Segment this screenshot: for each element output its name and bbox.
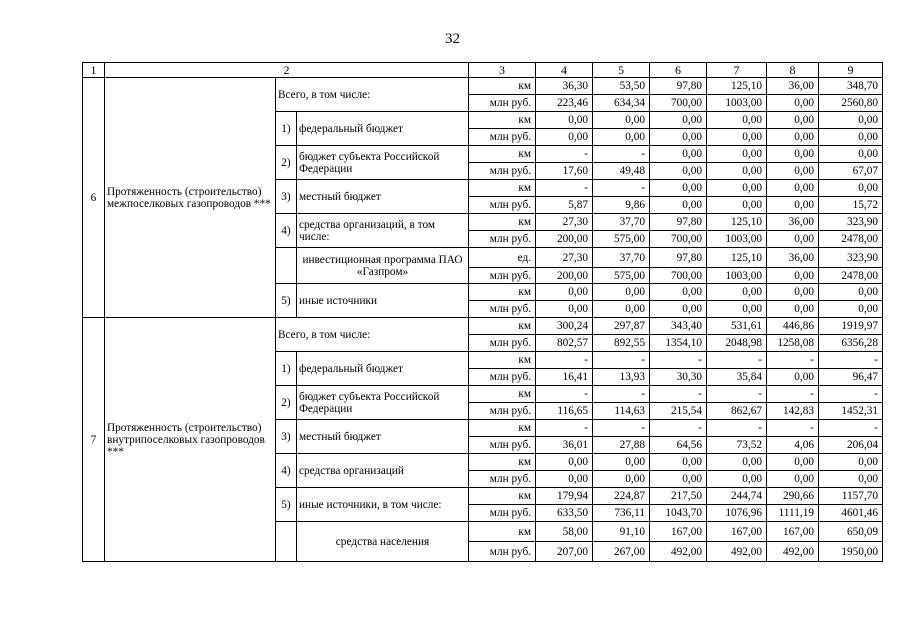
value-cell: 0,00 [767, 454, 819, 471]
value-cell: 0,00 [707, 454, 767, 471]
value-cell: 0,00 [819, 471, 883, 488]
column-header: 7 [707, 63, 767, 78]
value-cell: - [767, 420, 819, 437]
value-cell: - [536, 386, 593, 403]
value-cell: 0,00 [593, 112, 650, 129]
item-label: местный бюджет [297, 420, 469, 454]
value-cell: 0,00 [767, 231, 819, 248]
value-cell: 97,80 [650, 214, 707, 231]
value-cell: 36,00 [767, 214, 819, 231]
value-cell: 492,00 [767, 542, 819, 562]
value-cell: 0,00 [707, 471, 767, 488]
value-cell: 1003,00 [707, 95, 767, 112]
value-cell: 634,34 [593, 95, 650, 112]
item-label: бюджет субъекта Российской Федерации [297, 146, 469, 180]
value-cell: 6356,28 [819, 335, 883, 352]
value-cell: 267,00 [593, 542, 650, 562]
value-cell: 30,30 [650, 369, 707, 386]
value-cell: 0,00 [650, 197, 707, 214]
value-cell: 700,00 [650, 268, 707, 284]
value-cell: 0,00 [650, 163, 707, 180]
value-cell: 0,00 [819, 146, 883, 163]
value-cell: 0,00 [819, 129, 883, 146]
header-row [83, 63, 883, 78]
value-cell: 53,50 [593, 78, 650, 95]
value-cell: 0,00 [650, 146, 707, 163]
value-cell: 0,00 [767, 284, 819, 301]
item-label: федеральный бюджет [297, 112, 469, 146]
value-cell: 1258,08 [767, 335, 819, 352]
value-cell: 16,41 [536, 369, 593, 386]
value-cell: 0,00 [767, 197, 819, 214]
value-cell: 1950,00 [819, 542, 883, 562]
value-cell: 290,66 [767, 488, 819, 505]
value-cell: - [767, 352, 819, 369]
value-cell: 207,00 [536, 542, 593, 562]
value-cell: 0,00 [767, 163, 819, 180]
value-cell: - [536, 420, 593, 437]
value-cell: 2048,98 [707, 335, 767, 352]
value-cell: 167,00 [650, 522, 707, 542]
value-cell: 97,80 [650, 248, 707, 268]
value-cell: 0,00 [707, 129, 767, 146]
value-cell: 0,00 [650, 129, 707, 146]
empty-index-cell [276, 522, 297, 562]
total-label: Всего, в том числе: [276, 318, 469, 352]
value-cell: 736,11 [593, 505, 650, 522]
value-cell: 217,50 [650, 488, 707, 505]
value-cell: 0,00 [767, 112, 819, 129]
value-cell: 200,00 [536, 231, 593, 248]
column-header: 9 [819, 63, 883, 78]
value-cell: 802,57 [536, 335, 593, 352]
unit-cell: км [469, 488, 536, 505]
item-label: иные источники [297, 284, 469, 318]
value-cell: 0,00 [650, 454, 707, 471]
value-cell: 13,93 [593, 369, 650, 386]
value-cell: 0,00 [819, 454, 883, 471]
value-cell: 0,00 [767, 180, 819, 197]
value-cell: 167,00 [707, 522, 767, 542]
value-cell: 2560,80 [819, 95, 883, 112]
item-index: 5) [276, 488, 297, 522]
value-cell: - [819, 386, 883, 403]
value-cell: 142,83 [767, 403, 819, 420]
value-cell: - [593, 180, 650, 197]
value-cell: 116,65 [536, 403, 593, 420]
value-cell: 348,70 [819, 78, 883, 95]
column-header: 4 [536, 63, 593, 78]
value-cell: 862,67 [707, 403, 767, 420]
subitem-label: средства населения [297, 522, 469, 562]
unit-cell: млн руб. [469, 268, 536, 284]
value-cell: 37,70 [593, 214, 650, 231]
item-index: 5) [276, 284, 297, 318]
value-cell: 575,00 [593, 231, 650, 248]
value-cell: 0,00 [819, 112, 883, 129]
item-label: иные источники, в том числе: [297, 488, 469, 522]
value-cell: 343,40 [650, 318, 707, 335]
value-cell: 1003,00 [707, 231, 767, 248]
value-cell: - [650, 420, 707, 437]
value-cell: 1354,10 [650, 335, 707, 352]
value-cell: - [536, 352, 593, 369]
value-cell: 97,80 [650, 78, 707, 95]
value-cell: - [536, 146, 593, 163]
unit-cell: км [469, 352, 536, 369]
value-cell: 0,00 [650, 301, 707, 318]
unit-cell: млн руб. [469, 403, 536, 420]
value-cell: 492,00 [650, 542, 707, 562]
value-cell: 0,00 [767, 129, 819, 146]
value-cell: 1111,19 [767, 505, 819, 522]
value-cell: 0,00 [707, 112, 767, 129]
unit-cell: км [469, 420, 536, 437]
value-cell: - [707, 386, 767, 403]
value-cell: 0,00 [536, 112, 593, 129]
value-cell: 4601,46 [819, 505, 883, 522]
value-cell: 36,00 [767, 248, 819, 268]
value-cell: - [707, 420, 767, 437]
value-cell: 633,50 [536, 505, 593, 522]
unit-cell: млн руб. [469, 542, 536, 562]
unit-cell: млн руб. [469, 335, 536, 352]
value-cell: 9,86 [593, 197, 650, 214]
value-cell: 1043,70 [650, 505, 707, 522]
value-cell: 0,00 [767, 471, 819, 488]
unit-cell: млн руб. [469, 505, 536, 522]
value-cell: 1919,97 [819, 318, 883, 335]
value-cell: 700,00 [650, 95, 707, 112]
value-cell: 0,00 [767, 146, 819, 163]
value-cell: 0,00 [707, 180, 767, 197]
item-label: местный бюджет [297, 180, 469, 214]
unit-cell: км [469, 454, 536, 471]
value-cell: 0,00 [819, 284, 883, 301]
value-cell: 650,09 [819, 522, 883, 542]
value-cell: 300,24 [536, 318, 593, 335]
value-cell: - [593, 420, 650, 437]
item-index: 2) [276, 146, 297, 180]
value-cell: - [536, 180, 593, 197]
value-cell: - [707, 352, 767, 369]
unit-cell: км [469, 386, 536, 403]
value-cell: - [593, 146, 650, 163]
value-cell: 67,07 [819, 163, 883, 180]
subitem-label: инвестиционная программа ПАО «Газпром» [297, 248, 469, 284]
value-cell: 0,00 [819, 180, 883, 197]
value-cell: 0,00 [536, 129, 593, 146]
table-row [83, 318, 883, 335]
unit-cell: км [469, 180, 536, 197]
unit-cell: млн руб. [469, 163, 536, 180]
value-cell: 35,84 [707, 369, 767, 386]
item-index: 4) [276, 454, 297, 488]
value-cell: 323,90 [819, 248, 883, 268]
value-cell: 0,00 [767, 301, 819, 318]
unit-cell: млн руб. [469, 231, 536, 248]
unit-cell: млн руб. [469, 129, 536, 146]
item-index: 4) [276, 214, 297, 248]
unit-cell: км [469, 112, 536, 129]
value-cell: 1157,70 [819, 488, 883, 505]
item-label: бюджет субъекта Российской Федерации [297, 386, 469, 420]
value-cell: 15,72 [819, 197, 883, 214]
column-header: 5 [593, 63, 650, 78]
value-cell: 0,00 [650, 112, 707, 129]
value-cell: 297,87 [593, 318, 650, 335]
value-cell: 37,70 [593, 248, 650, 268]
value-cell: 96,47 [819, 369, 883, 386]
value-cell: 125,10 [707, 214, 767, 231]
value-cell: 206,04 [819, 437, 883, 454]
value-cell: 58,00 [536, 522, 593, 542]
value-cell: 114,63 [593, 403, 650, 420]
value-cell: 0,00 [536, 301, 593, 318]
unit-cell: млн руб. [469, 197, 536, 214]
section-title: Протяженность (строительство) межпоселковых газопроводов *** [105, 78, 276, 318]
value-cell: 0,00 [536, 284, 593, 301]
unit-cell: км [469, 78, 536, 95]
value-cell: 179,94 [536, 488, 593, 505]
value-cell: 0,00 [593, 129, 650, 146]
unit-cell: млн руб. [469, 369, 536, 386]
unit-cell: млн руб. [469, 301, 536, 318]
section-number: 6 [83, 78, 105, 318]
value-cell: 1076,96 [707, 505, 767, 522]
item-label: федеральный бюджет [297, 352, 469, 386]
value-cell: - [767, 386, 819, 403]
value-cell: 5,87 [536, 197, 593, 214]
column-header: 1 [83, 63, 105, 78]
unit-cell: км [469, 146, 536, 163]
value-cell: 244,74 [707, 488, 767, 505]
value-cell: 892,55 [593, 335, 650, 352]
section-number: 7 [83, 318, 105, 562]
value-cell: 531,61 [707, 318, 767, 335]
value-cell: 36,00 [767, 78, 819, 95]
value-cell: 0,00 [707, 163, 767, 180]
value-cell: 0,00 [650, 471, 707, 488]
value-cell: 446,86 [767, 318, 819, 335]
column-header: 2 [105, 63, 469, 78]
value-cell: 223,46 [536, 95, 593, 112]
value-cell: 17,60 [536, 163, 593, 180]
budget-table [82, 62, 883, 562]
value-cell: - [593, 352, 650, 369]
value-cell: - [819, 352, 883, 369]
value-cell: - [593, 386, 650, 403]
section-title: Протяженность (строительство) внутрипоселковых газопроводов *** [105, 318, 276, 562]
value-cell: 0,00 [536, 454, 593, 471]
unit-cell: млн руб. [469, 471, 536, 488]
unit-cell: млн руб. [469, 437, 536, 454]
value-cell: 0,00 [650, 284, 707, 301]
item-label: средства организаций [297, 454, 469, 488]
column-header: 6 [650, 63, 707, 78]
unit-cell: км [469, 214, 536, 231]
value-cell: - [650, 352, 707, 369]
value-cell: 0,00 [593, 284, 650, 301]
value-cell: - [650, 386, 707, 403]
value-cell: 125,10 [707, 248, 767, 268]
item-index: 3) [276, 420, 297, 454]
value-cell: 27,88 [593, 437, 650, 454]
value-cell: 0,00 [650, 180, 707, 197]
value-cell: 0,00 [819, 301, 883, 318]
value-cell: 1003,00 [707, 268, 767, 284]
value-cell: 2478,00 [819, 268, 883, 284]
value-cell: 2478,00 [819, 231, 883, 248]
total-label: Всего, в том числе: [276, 78, 469, 112]
unit-cell: ед. [469, 248, 536, 268]
item-index: 1) [276, 352, 297, 386]
unit-cell: км [469, 318, 536, 335]
item-index: 2) [276, 386, 297, 420]
column-header: 3 [469, 63, 536, 78]
unit-cell: км [469, 522, 536, 542]
value-cell: 91,10 [593, 522, 650, 542]
value-cell: 224,87 [593, 488, 650, 505]
value-cell: 73,52 [707, 437, 767, 454]
value-cell: - [819, 420, 883, 437]
value-cell: 575,00 [593, 268, 650, 284]
value-cell: 167,00 [767, 522, 819, 542]
value-cell: 0,00 [707, 197, 767, 214]
value-cell: 0,00 [767, 268, 819, 284]
value-cell: 125,10 [707, 78, 767, 95]
value-cell: 323,90 [819, 214, 883, 231]
empty-index-cell [276, 248, 297, 284]
item-index: 1) [276, 112, 297, 146]
item-label: средства организаций, в том числе: [297, 214, 469, 248]
value-cell: 700,00 [650, 231, 707, 248]
value-cell: 0,00 [536, 471, 593, 488]
value-cell: 36,01 [536, 437, 593, 454]
value-cell: 0,00 [707, 284, 767, 301]
value-cell: 0,00 [707, 146, 767, 163]
column-header: 8 [767, 63, 819, 78]
value-cell: 4,06 [767, 437, 819, 454]
value-cell: 0,00 [593, 301, 650, 318]
value-cell: 215,54 [650, 403, 707, 420]
value-cell: 64,56 [650, 437, 707, 454]
value-cell: 49,48 [593, 163, 650, 180]
page-number: 32 [445, 31, 460, 47]
value-cell: 0,00 [593, 471, 650, 488]
value-cell: 0,00 [707, 301, 767, 318]
value-cell: 27,30 [536, 214, 593, 231]
value-cell: 0,00 [767, 95, 819, 112]
unit-cell: км [469, 284, 536, 301]
table-row [83, 78, 883, 95]
item-index: 3) [276, 180, 297, 214]
unit-cell: млн руб. [469, 95, 536, 112]
value-cell: 0,00 [767, 369, 819, 386]
value-cell: 492,00 [707, 542, 767, 562]
value-cell: 1452,31 [819, 403, 883, 420]
value-cell: 27,30 [536, 248, 593, 268]
value-cell: 0,00 [593, 454, 650, 471]
value-cell: 36,30 [536, 78, 593, 95]
value-cell: 200,00 [536, 268, 593, 284]
